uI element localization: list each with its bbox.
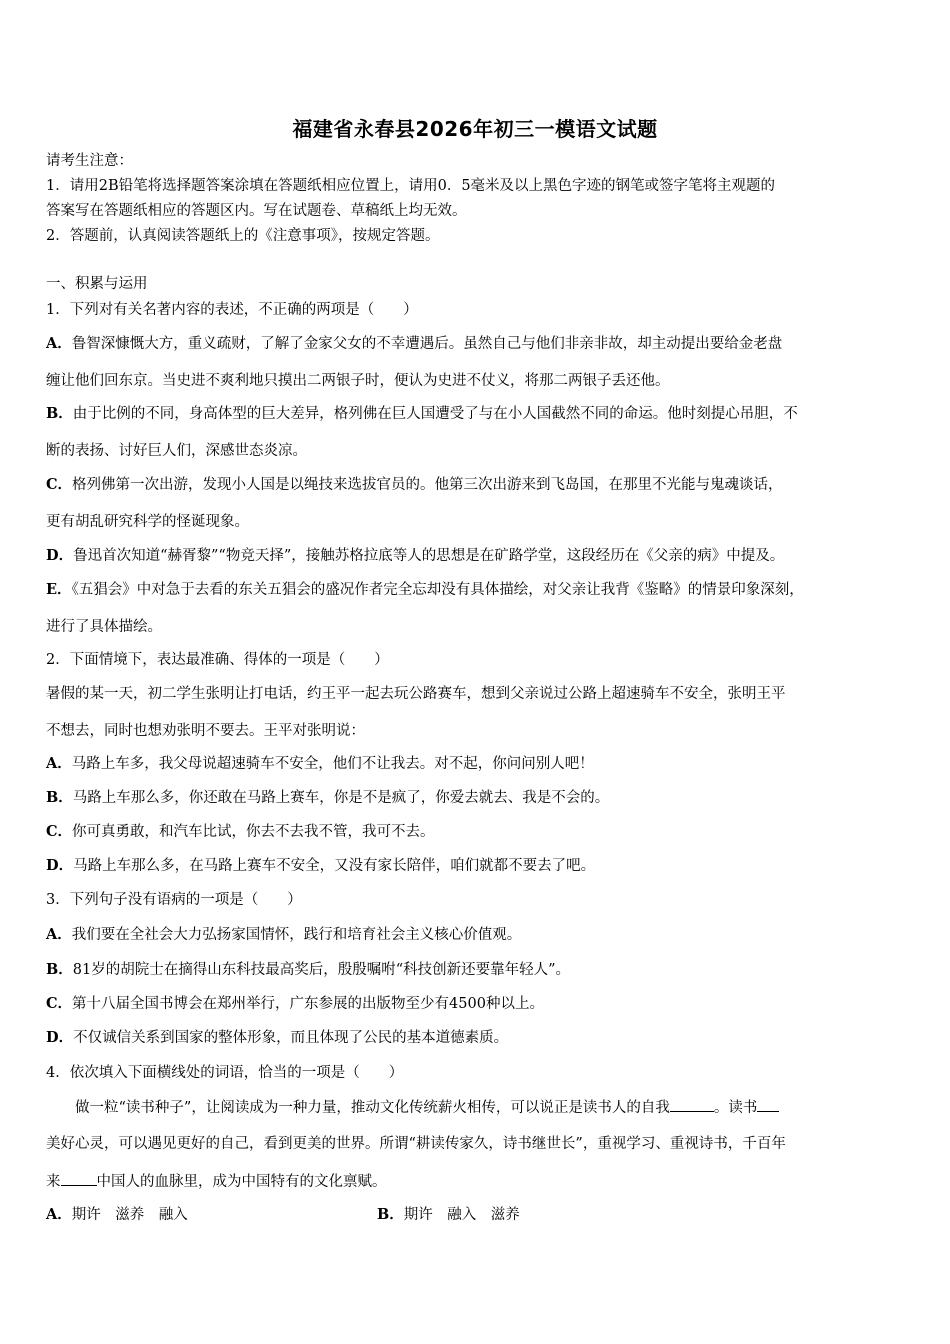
option-label: D．: [46, 1029, 74, 1046]
q3-option-c: [46, 994, 920, 1014]
option-text: 《五猖会》中对急于去看的东关五猖会的盛况作者完全忘却没有具体描绘，对父亲让我背《鉴略》的情景印象深刻，: [71, 582, 804, 598]
section-heading: 一、积累与运用: [46, 276, 148, 292]
question-2-stem: 2．下面情境下，表达最准确、得体的一项是（ ）: [46, 652, 389, 668]
option-text: 马路上车那么多，你还敢在马路上赛车，你是不是疯了，你爱去就去、我是不会的。: [72, 790, 610, 806]
option-label: A．: [46, 335, 72, 352]
option-label: A．: [46, 926, 72, 943]
option-text-continued: 进行了具体描绘。: [46, 619, 162, 635]
fill-blank: [670, 1097, 714, 1112]
question-4-stem: 4．依次填入下面横线处的词语，恰当的一项是（ ）: [46, 1065, 404, 1081]
option-text: 马路上车那么多，在马路上赛车不安全，又没有家长陪伴，咱们就都不要去了吧。: [73, 858, 596, 874]
q4-option-b: [377, 1205, 520, 1225]
q2-context: 暑假的某一天，初二学生张明让打电话，约王平一起去玩公路赛车，想到父亲说过公路上超速骑车不安全，张明王平: [46, 686, 786, 702]
option-text-continued: 更有胡乱研究科学的怪诞现象。: [46, 514, 249, 530]
passage-text: 做一粒“读书种子”，让阅读成为一种力量，推动文化传统薪火相传，可以说正是读书人的自我: [46, 1100, 670, 1116]
option-label: C．: [46, 476, 73, 493]
q2-option-a: [46, 754, 920, 774]
option-text: 由于比例的不同，身高体型的巨大差异，格列佛在巨人国遭受了与在小人国截然不同的命运。他时刻提心吊胆，不: [72, 406, 798, 422]
fill-blank: [757, 1097, 779, 1112]
question-3-stem: 3．下列句子没有语病的一项是（ ）: [46, 892, 302, 908]
option-text: 你可真勇敢，和汽车比试，你去不去我不管，我可不去。: [72, 824, 435, 840]
option-label: B．: [46, 789, 73, 806]
option-text: 鲁迅首次知道“赫胥黎”“物竞天择”，接触苏格拉底等人的思想是在矿路学堂，这段经历在《父亲的病》中提及。: [73, 548, 785, 564]
q4-passage-line: [46, 1171, 920, 1192]
option-label: D．: [46, 857, 74, 874]
option-label: C．: [46, 823, 73, 840]
q2-option-c: [46, 822, 920, 842]
notice-heading: 请考生注意：: [46, 153, 133, 169]
question-1-stem: 1．下列对有关名著内容的表述，不正确的两项是（ ）: [46, 302, 418, 318]
q4-passage-line: 美好心灵，可以遇见更好的自己，看到更美的世界。所谓“耕读传家久，诗书继世长”，重视学习、重视诗书，千百年: [46, 1136, 786, 1152]
q3-option-d: [46, 1028, 920, 1048]
option-text-continued: 缠让他们回东京。当史进不爽利地只摸出二两银子时，便认为史进不仗义，将那二两银子丢还他。: [46, 373, 670, 389]
option-text: 期许 融入 滋养: [403, 1207, 520, 1223]
option-text: 鲁智深慷慨大方，重义疏财，了解了金家父女的不幸遭遇后。虽然自己与他们非亲非故，却主动提出要给金老盘: [71, 336, 783, 352]
option-label: B．: [46, 961, 73, 978]
option-text-continued: 断的表扬、讨好巨人们，深感世态炎凉。: [46, 443, 307, 459]
q2-option-b: [46, 788, 920, 808]
option-label: B．: [46, 405, 73, 422]
q4-passage-line: [46, 1097, 920, 1118]
q2-context: 不想去，同时也想劝张明不要去。王平对张明说：: [46, 723, 365, 739]
q3-option-a: [46, 925, 920, 945]
passage-text: 中国人的血脉里，成为中国特有的文化禀赋。: [96, 1174, 387, 1190]
notice-line: 1．请用2B铅笔将选择题答案涂填在答题纸相应位置上，请用0．5毫米及以上黑色字迹的钢笔或签字笔将主观题的: [46, 178, 776, 194]
option-text: 期许 滋养 融入: [71, 1207, 188, 1223]
fill-blank: [61, 1171, 97, 1186]
option-label: C．: [46, 995, 73, 1012]
option-label: E．: [46, 581, 72, 598]
q2-option-d: [46, 856, 920, 876]
option-label: A．: [46, 1206, 72, 1223]
q1-option-a: [46, 334, 920, 354]
page-title: 福建省永春县2026年初三一模语文试题: [292, 117, 658, 141]
option-text: 格列佛第一次出游，发现小人国是以绳技来选拔官员的。他第三次出游来到飞岛国，在那里不光能与鬼魂谈话，: [72, 477, 783, 493]
q1-option-e: [46, 580, 920, 600]
q1-option-c: [46, 475, 920, 495]
option-text: 81岁的胡院士在摘得山东科技最高奖后，殷殷嘱咐“科技创新还要靠年轻人”。: [72, 962, 571, 978]
option-text: 第十八届全国书博会在郑州举行，广东参展的出版物至少有4500种以上。: [72, 996, 544, 1012]
option-label: A．: [46, 755, 72, 772]
option-text: 我们要在全社会大力弘扬家国情怀，践行和培育社会主义核心价值观。: [71, 927, 522, 943]
notice-line: 答案写在答题纸相应的答题区内。写在试题卷、草稿纸上均无效。: [46, 203, 467, 219]
option-text: 不仅诚信关系到国家的整体形象，而且体现了公民的基本道德素质。: [73, 1030, 509, 1046]
q1-option-b: [46, 404, 920, 424]
q1-option-d: [46, 546, 920, 566]
option-text: 马路上车多，我父母说超速骑车不安全，他们不让我去。对不起，你问问别人吧！: [71, 756, 594, 772]
notice-line: 2．答题前，认真阅读答题纸上的《注意事项》，按规定答题。: [46, 228, 440, 244]
option-label: B．: [377, 1206, 404, 1223]
q3-option-b: [46, 960, 920, 980]
passage-text: 来: [46, 1174, 61, 1190]
option-label: D．: [46, 547, 74, 564]
q4-option-a: [46, 1205, 346, 1225]
passage-text: 。读书: [713, 1100, 758, 1116]
